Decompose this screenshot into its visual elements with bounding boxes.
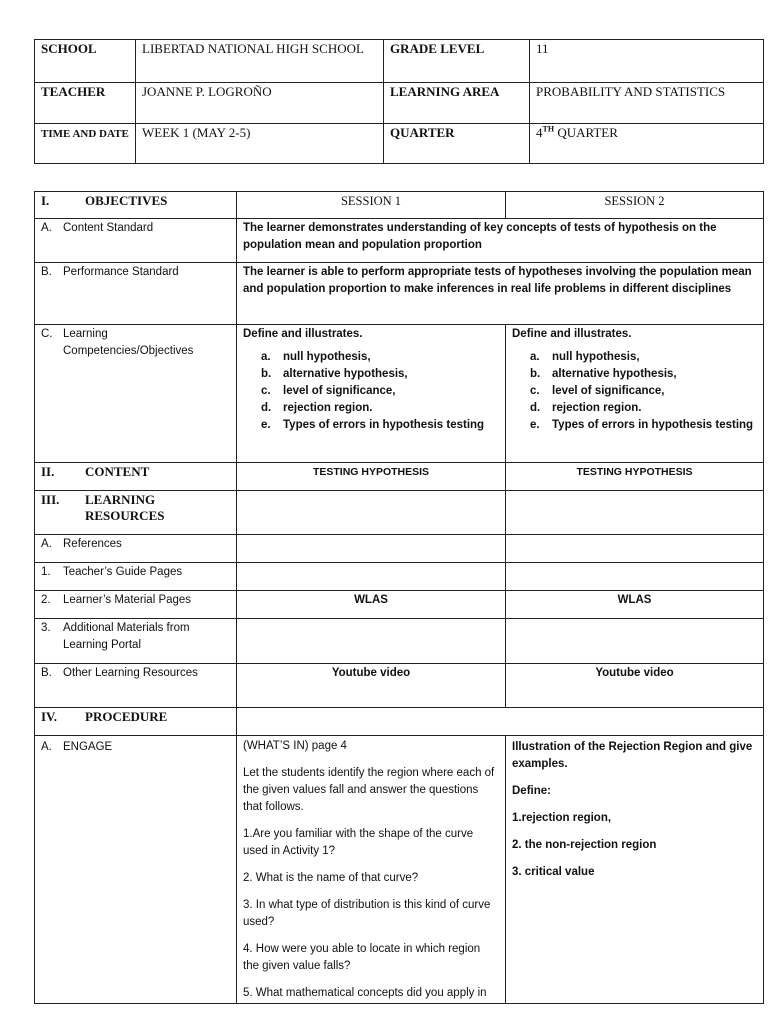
- competencies-session-2: Define and illustrates. a. null hypothesis, b. alternative hypothesis, c. level of significance, d. rejection region. e. Types of errors in hypothesis testing: [506, 325, 764, 463]
- list-item: d. rejection region.: [530, 402, 642, 414]
- learning-resources-row: [35, 491, 764, 535]
- list-item: c. level of significance,: [261, 385, 396, 397]
- procedure-row: [35, 708, 764, 736]
- objectives-heading: I. OBJECTIVES: [35, 192, 237, 219]
- session-2-header: SESSION 2: [506, 192, 764, 219]
- grade-level-value: 11: [530, 40, 764, 83]
- lesson-plan-table: [34, 191, 764, 1004]
- references-row: [35, 535, 764, 563]
- content-standard-label: A. Content Standard: [35, 219, 237, 263]
- content-heading: II. CONTENT: [35, 463, 237, 491]
- teacher-label: TEACHER: [35, 83, 136, 124]
- competencies-list: [243, 349, 499, 434]
- additional-materials-row: [35, 619, 764, 664]
- additional-materials-label: 3. Additional Materials from Learning Portal: [35, 619, 237, 664]
- engage-row: [35, 736, 764, 1004]
- engage-session-1: (WHAT’S IN) page 4 Let the students identify the region where each of the given values fall and answer the questions that follows. 1.Are you familiar with the shape of the curve used in Activity 1? 2. What is the name of that curve? 3. In what type of distribution is this kind of curve used? 4. How were you able to locate in which region the given value falls? 5. What mathematical concepts did you apply in: [237, 736, 506, 1004]
- school-label: SCHOOL: [35, 40, 136, 83]
- list-item: a. null hypothesis,: [530, 351, 640, 363]
- header-table: [34, 39, 764, 164]
- other-resources-row: [35, 664, 764, 708]
- content-session-2: TESTING HYPOTHESIS: [506, 463, 764, 491]
- engage-session-2: Illustration of the Rejection Region and give examples. Define: 1.rejection region, 2. the non-rejection region 3. critical value: [506, 736, 764, 1004]
- learners-material-label: 2. Learner’s Material Pages: [35, 591, 237, 619]
- list-item: c. level of significance,: [530, 385, 665, 397]
- competencies-session-1: Define and illustrates. a. null hypothesis, b. alternative hypothesis, c. level of significance, d. rejection region. e. Types of errors in hypothesis testing: [237, 325, 506, 463]
- learning-area-label: LEARNING AREA: [384, 83, 530, 124]
- grade-level-label: GRADE LEVEL: [384, 40, 530, 83]
- list-item: b. alternative hypothesis,: [261, 368, 408, 380]
- learning-area-value: PROBABILITY AND STATISTICS: [530, 83, 764, 124]
- teacher-value: JOANNE P. LOGROÑO: [136, 83, 384, 124]
- school-value: LIBERTAD NATIONAL HIGH SCHOOL: [136, 40, 384, 83]
- objectives-row: [35, 192, 764, 219]
- quarter-value: 4TH QUARTER: [530, 124, 764, 164]
- list-item: b. alternative hypothesis,: [530, 368, 677, 380]
- performance-standard-text: The learner is able to perform appropriate tests of hypotheses involving the population mean and population proportion to make inferences in real life problems in different disciplines: [237, 263, 764, 325]
- learners-material-row: [35, 591, 764, 619]
- other-resources-session-1: Youtube video: [237, 664, 506, 708]
- content-row: [35, 463, 764, 491]
- quarter-label: QUARTER: [384, 124, 530, 164]
- teachers-guide-label: 1. Teacher’s Guide Pages: [35, 563, 237, 591]
- performance-standard-row: [35, 263, 764, 325]
- content-standard-row: [35, 219, 764, 263]
- time-and-date-label: TIME AND DATE: [35, 124, 136, 164]
- content-standard-text: The learner demonstrates understanding of key concepts of tests of hypothesis on the population mean and population proportion: [237, 219, 764, 263]
- competencies-row: [35, 325, 764, 463]
- list-item: d. rejection region.: [261, 402, 373, 414]
- competencies-list: [512, 349, 757, 434]
- other-resources-label: B. Other Learning Resources: [35, 664, 237, 708]
- list-item: e. Types of errors in hypothesis testing: [261, 419, 485, 431]
- learners-material-session-2: WLAS: [506, 591, 764, 619]
- procedure-heading: IV. PROCEDURE: [35, 708, 237, 736]
- engage-label: A. ENGAGE: [35, 736, 237, 1004]
- session-1-header: SESSION 1: [237, 192, 506, 219]
- learning-resources-heading: III. LEARNING RESOURCES: [35, 491, 237, 535]
- time-and-date-value: WEEK 1 (MAY 2-5): [136, 124, 384, 164]
- competencies-label: C. Learning Competencies/Objectives: [35, 325, 237, 463]
- performance-standard-label: B. Performance Standard: [35, 263, 237, 325]
- teachers-guide-row: [35, 563, 764, 591]
- list-item: a. null hypothesis,: [261, 351, 371, 363]
- other-resources-session-2: Youtube video: [506, 664, 764, 708]
- list-item: e. Types of errors in hypothesis testing: [530, 419, 754, 431]
- content-session-1: TESTING HYPOTHESIS: [237, 463, 506, 491]
- learners-material-session-1: WLAS: [237, 591, 506, 619]
- references-label: A. References: [35, 535, 237, 563]
